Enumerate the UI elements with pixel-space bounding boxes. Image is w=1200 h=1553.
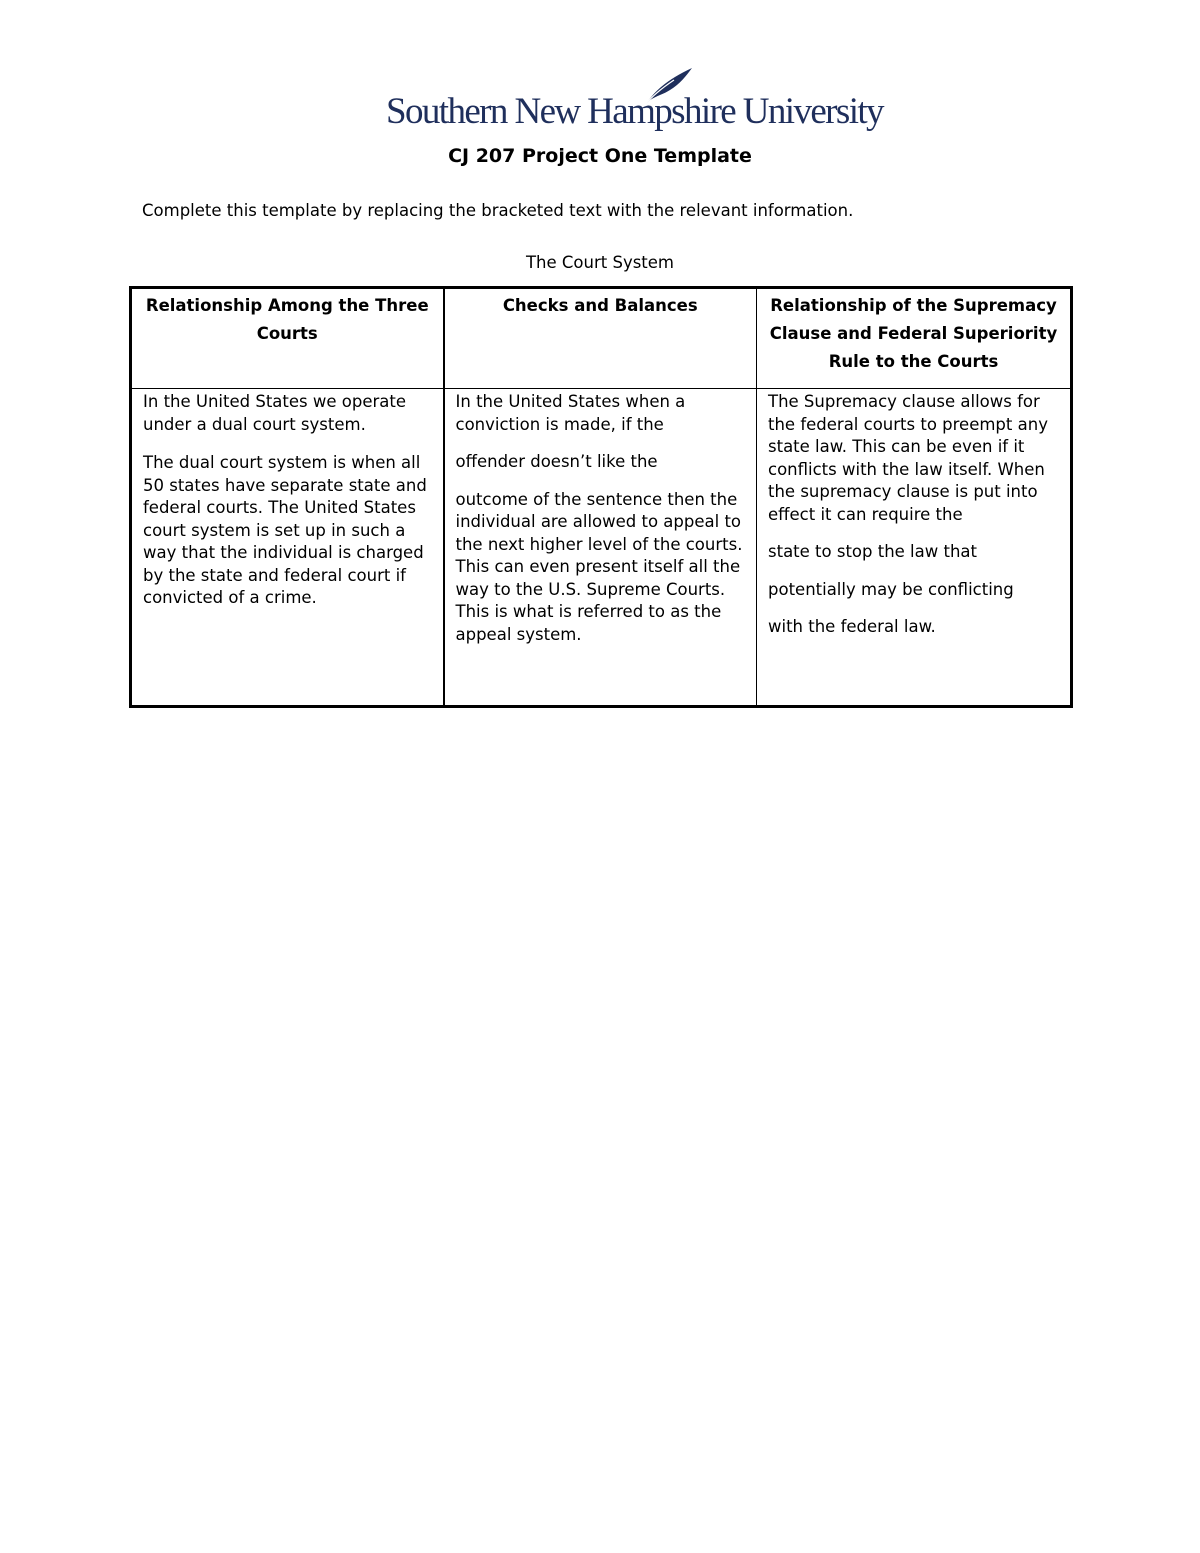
header-supremacy-clause: Relationship of the Supremacy Clause and Federal Superiority Rule to the Courts: [757, 288, 1072, 389]
court-system-table: [129, 286, 1073, 708]
cell-checks-and-balances: [444, 389, 757, 707]
instruction-text: Complete this template by replacing the bracketed text with the relevant information.: [142, 201, 854, 220]
table-row: [131, 389, 1072, 707]
section-title: The Court System: [525, 253, 675, 272]
cell-paragraph: with the federal law.: [768, 617, 936, 636]
university-logo: [386, 66, 883, 138]
cell-paragraph: In the United States we operate under a dual court system.: [143, 392, 406, 434]
page-title: CJ 207 Project One Template: [448, 145, 752, 167]
cell-paragraph: The dual court system is when all 50 states have separate state and federal courts. The United States court system is set up in such a way that the individual is charged by the state and federal court if convicted of a crime.: [143, 453, 427, 607]
table-header-row: [131, 288, 1072, 389]
cell-paragraph: potentially may be conflicting: [768, 579, 1014, 599]
cell-relationship-among-courts: [131, 389, 444, 707]
cell-paragraph: state to stop the law that: [768, 542, 977, 561]
cell-paragraph: The Supremacy clause allows for the federal courts to preempt any state law. This can be even if it conflicts with the law itself. When the supremacy clause is put into effect it can require the: [768, 392, 1048, 524]
cell-paragraph: outcome of the sentence then the individual are allowed to appeal to the next higher level of the courts. This can even present itself all the way to the U.S. Supreme Courts. This is what is referred to as the appeal system.: [455, 489, 743, 644]
cell-paragraph: In the United States when a conviction is made, if the: [455, 392, 686, 434]
cell-supremacy-clause: [757, 389, 1072, 707]
cell-paragraph: offender doesn’t like the: [455, 452, 658, 471]
logo-wordmark: Southern New Hampshire University: [386, 91, 883, 132]
header-relationship-among-courts: Relationship Among the Three Courts: [131, 288, 444, 389]
header-checks-and-balances: Checks and Balances: [444, 288, 757, 389]
